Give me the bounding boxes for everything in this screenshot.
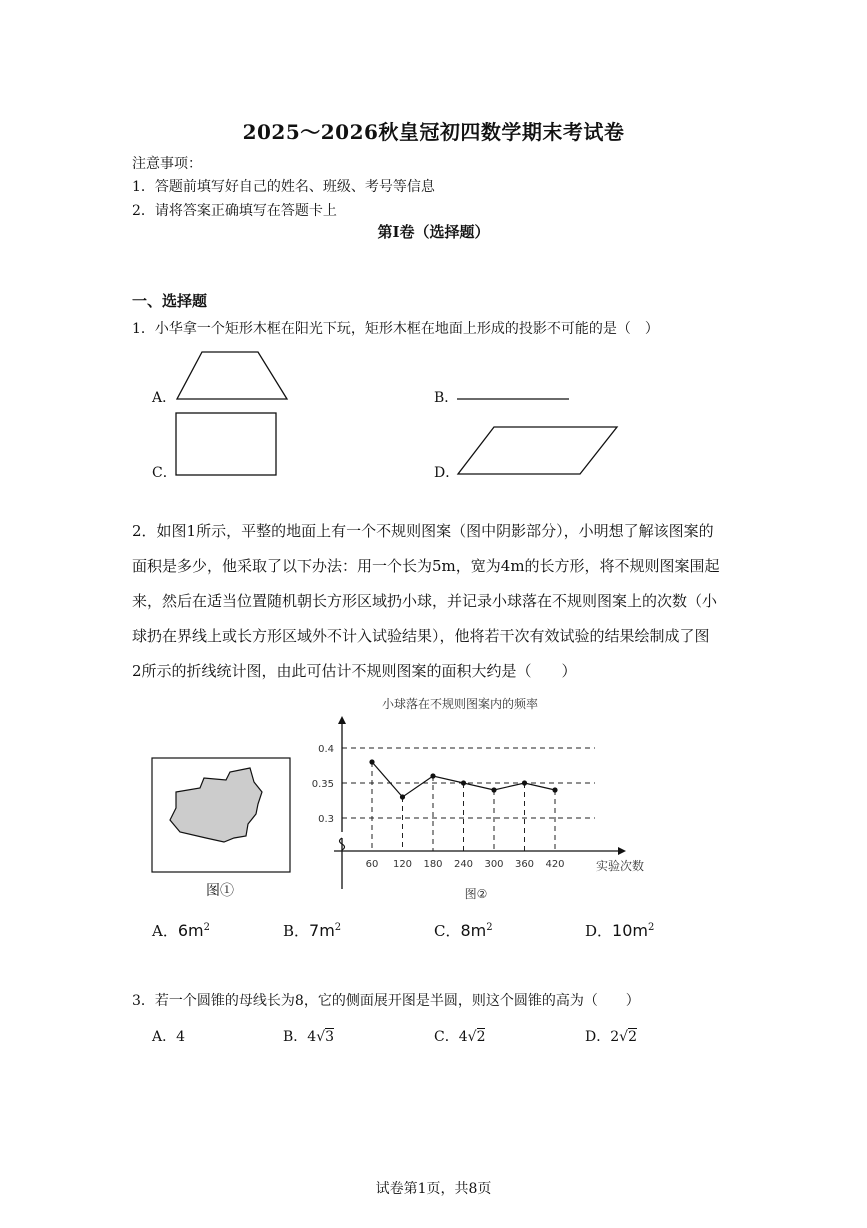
q3-option-b: B．4√3 xyxy=(283,1029,335,1045)
notice-item: 2．请将答案正确填写在答题卡上 xyxy=(132,203,337,219)
figure-1-rectangle xyxy=(148,754,294,876)
q2-stem-line: 2所示的折线统计图，由此可估计不规则图案的面积大约是（ ） xyxy=(132,662,577,680)
q2-stem-line: 球扔在界线上或长方形区域外不计入试验结果），他将若干次有效试验的结果绘制成了图 xyxy=(132,627,710,645)
exam-title: 2025～2026秋皇冠初四数学期末考试卷 xyxy=(242,120,625,144)
question-1-stem: 1．小华拿一个矩形木框在阳光下玩，矩形木框在地面上形成的投影不可能的是（ ） xyxy=(132,321,659,337)
x-tick-label: 60 xyxy=(365,859,379,870)
q2-option-d: D．$10m^2$ xyxy=(585,921,655,940)
line-segment-figure xyxy=(455,392,573,404)
x-axis-arrow xyxy=(618,847,626,855)
q3-option-d: D．2√2 xyxy=(585,1029,637,1045)
q2-stem-line: 来，然后在适当位置随机朝长方形区域扔小球，并记录小球落在不规则图案上的次数（小 xyxy=(132,592,718,610)
data-point xyxy=(461,780,466,785)
data-point xyxy=(552,787,557,792)
q2-stem-line: 面积是多少，他采取了以下办法：用一个长为5m，宽为4m的长方形，将不规则图案围起 xyxy=(132,557,720,575)
page-footer: 试卷第1页，共8页 xyxy=(375,1181,492,1197)
x-tick-label: 360 xyxy=(514,859,535,870)
section-title: 一、选择题 xyxy=(132,292,208,310)
chart-x-axis-label: 实验次数 xyxy=(595,859,645,873)
x-tick-label: 120 xyxy=(392,859,413,870)
q2-option-a: A．$6m^2$ xyxy=(152,921,210,940)
y-tick-label: 0.4 xyxy=(318,744,334,755)
part-title: 第I卷（选择题） xyxy=(377,223,490,241)
q1-option-d-label: D． xyxy=(434,465,460,481)
chart-title: 小球落在不规则图案内的频率 xyxy=(381,697,539,711)
rectangle-figure xyxy=(172,410,282,478)
question-3-stem: 3．若一个圆锥的母线长为8，它的侧面展开图是半圆，则这个圆锥的高为（ ） xyxy=(132,993,640,1009)
q1-option-c-label: C． xyxy=(152,465,177,481)
parallelogram-figure xyxy=(455,423,623,477)
x-tick-label: 180 xyxy=(423,859,443,870)
y-tick-label: 0.35 xyxy=(311,779,334,790)
figure-1-caption: 图① xyxy=(206,883,234,899)
x-tick-label: 300 xyxy=(484,859,504,870)
data-point xyxy=(491,787,496,792)
notice-heading: 注意事项： xyxy=(132,156,202,172)
notice-item: 1．答题前填写好自己的姓名、班级、考号等信息 xyxy=(132,179,435,195)
question-2-stem xyxy=(132,514,752,689)
figure-2-caption: 图② xyxy=(464,887,488,901)
q2-option-b: B．$7m^2$ xyxy=(283,921,342,940)
data-point xyxy=(430,773,435,778)
q2-stem-line: 2．如图1所示，平整的地面上有一个不规则图案（图中阴影部分），小明想了解该图案的 xyxy=(132,522,714,540)
y-tick-label: 0.3 xyxy=(318,814,334,825)
frequency-series-line xyxy=(372,762,555,797)
q3-option-c: C．4√2 xyxy=(434,1029,486,1045)
data-point xyxy=(400,794,405,799)
data-point xyxy=(369,759,374,764)
data-point xyxy=(522,780,527,785)
q1-option-a-label: A． xyxy=(152,390,177,406)
irregular-shape xyxy=(170,768,262,842)
trapezoid-figure xyxy=(170,346,295,406)
x-tick-label: 240 xyxy=(453,859,474,870)
frequency-line-chart xyxy=(300,690,670,910)
q2-option-c: C．$8m^2$ xyxy=(434,921,493,940)
y-axis-arrow xyxy=(338,716,346,724)
q1-option-b-label: B． xyxy=(434,390,459,406)
x-tick-label: 420 xyxy=(545,859,565,870)
q3-option-a: A．4 xyxy=(152,1029,186,1045)
